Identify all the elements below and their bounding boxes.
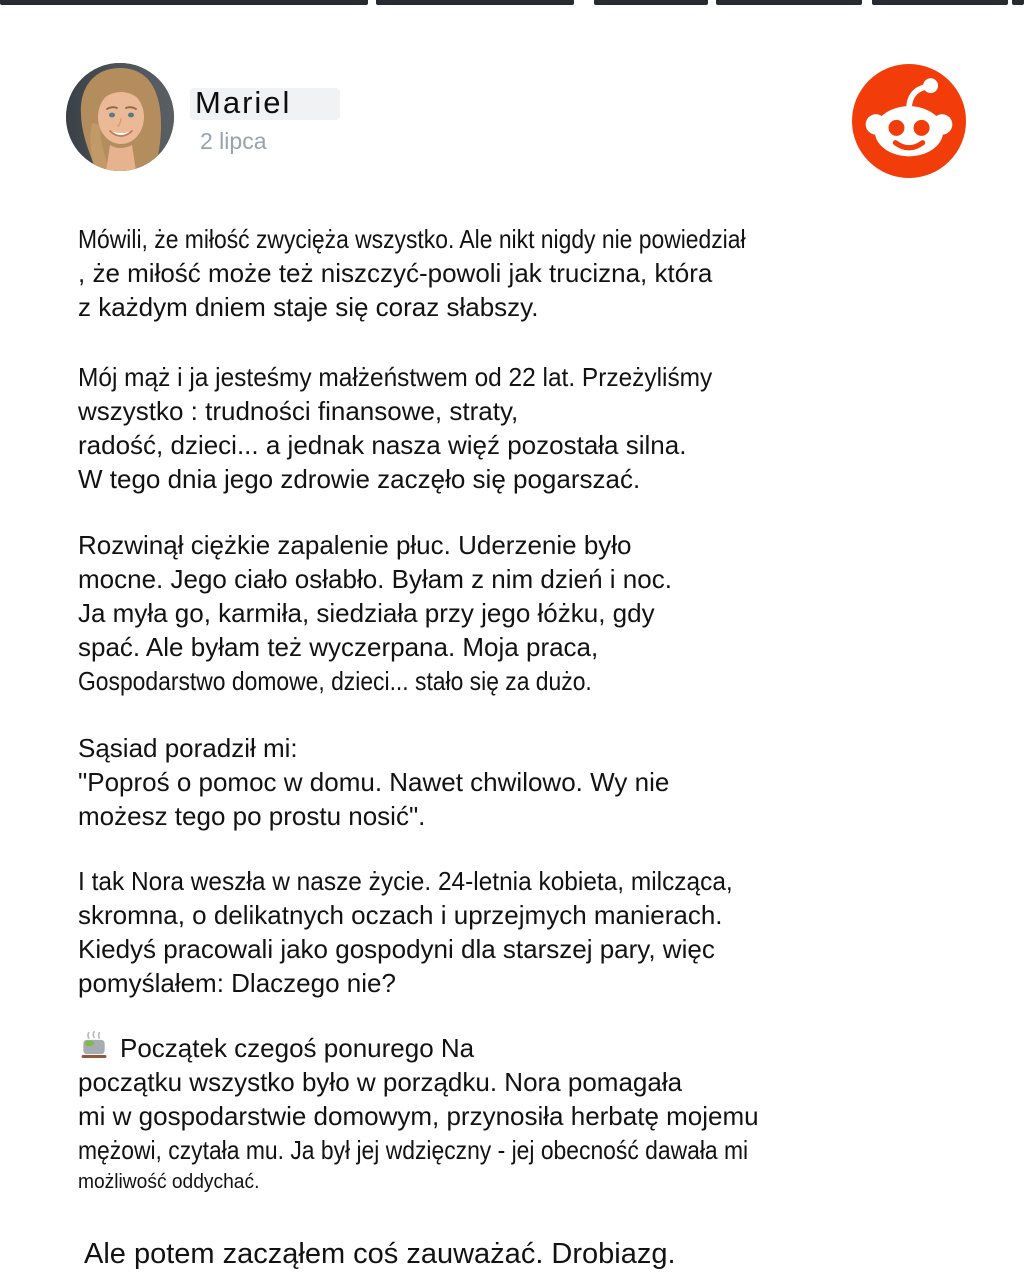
text-line: Początek czegoś ponurego Na [78, 1031, 988, 1065]
text-line: mi w gospodarstwie domowym, przynosiła herbatę mojemu [78, 1101, 759, 1131]
text-line: Gospodarstwo domowe, dzieci... stało się za dużo. [78, 666, 592, 696]
paragraph [78, 360, 988, 496]
text-line: radość, dzieci... a jednak nasza więź pozostała silna. [78, 430, 687, 460]
paragraph [78, 528, 988, 698]
text-line: Sąsiad poradził mi: [78, 733, 298, 763]
text-line: skromna, o delikatnych oczach i uprzejmych manierach. [78, 900, 723, 930]
text-line: wszystko : trudności finansowe, straty, [78, 396, 519, 426]
top-edge-artifact [0, 0, 1024, 5]
text-line: możliwość oddychać. [78, 1171, 260, 1193]
text-line: z każdym dniem staje się coraz słabszy. [78, 292, 539, 322]
text-line: I tak Nora weszła w nasze życie. 24-letnia kobieta, milcząca, [78, 866, 733, 896]
text-line: Mój mąż i ja jesteśmy małżeństwem od 22 lat. Przeżyliśmy [78, 362, 713, 392]
paragraph [78, 1031, 988, 1197]
teacup-icon [78, 1031, 110, 1063]
text-line: Kiedyś pracowali jako gospodyni dla starszej pary, więc [78, 934, 715, 964]
text-line: W tego dnia jego zdrowie zaczęło się pogarszać. [78, 464, 641, 494]
avatar[interactable] [66, 63, 174, 171]
text-line: możesz tego po prostu nosić". [78, 801, 426, 831]
paragraph [78, 864, 988, 1000]
text-line: początku wszystko było w porządku. Nora pomagała [78, 1067, 683, 1097]
post-body [78, 222, 988, 1273]
avatar-photo-icon [66, 63, 174, 171]
text-line: "Poproś o pomoc w domu. Nawet chwilowo. Wy nie [78, 767, 670, 797]
text-line: , że miłość może też niszczyć-powoli jak trucizna, która [78, 258, 713, 288]
paragraph [78, 731, 988, 833]
paragraph [78, 222, 988, 324]
text-line: Rozwinął ciężkie zapalenie płuc. Uderzenie było [78, 530, 632, 560]
user-name[interactable]: Mariel [195, 85, 292, 120]
text-line: mężowi, czytała mu. Ja był jej wdzięczny - jej obecność dawała mi [78, 1135, 749, 1165]
text-line: Ja myła go, karmiła, siedziała przy jego łóżku, gdy [78, 598, 655, 628]
reddit-logo-icon[interactable] [852, 64, 966, 178]
paragraph [78, 1235, 988, 1273]
text-line: pomyślałem: Dlaczego nie? [78, 968, 396, 998]
post-date: 2 lipca [200, 128, 267, 154]
text-line: Mówili, że miłość zwycięża wszystko. Ale nikt nigdy nie powiedział [78, 224, 746, 254]
text-line: Ale potem zacząłem coś zauważać. Drobiazg. [84, 1238, 676, 1270]
text-line: mocne. Jego ciało osłabło. Byłam z nim dzień i noc. [78, 564, 672, 594]
text-line: spać. Ale byłam też wyczerpana. Moja praca, [78, 632, 599, 662]
